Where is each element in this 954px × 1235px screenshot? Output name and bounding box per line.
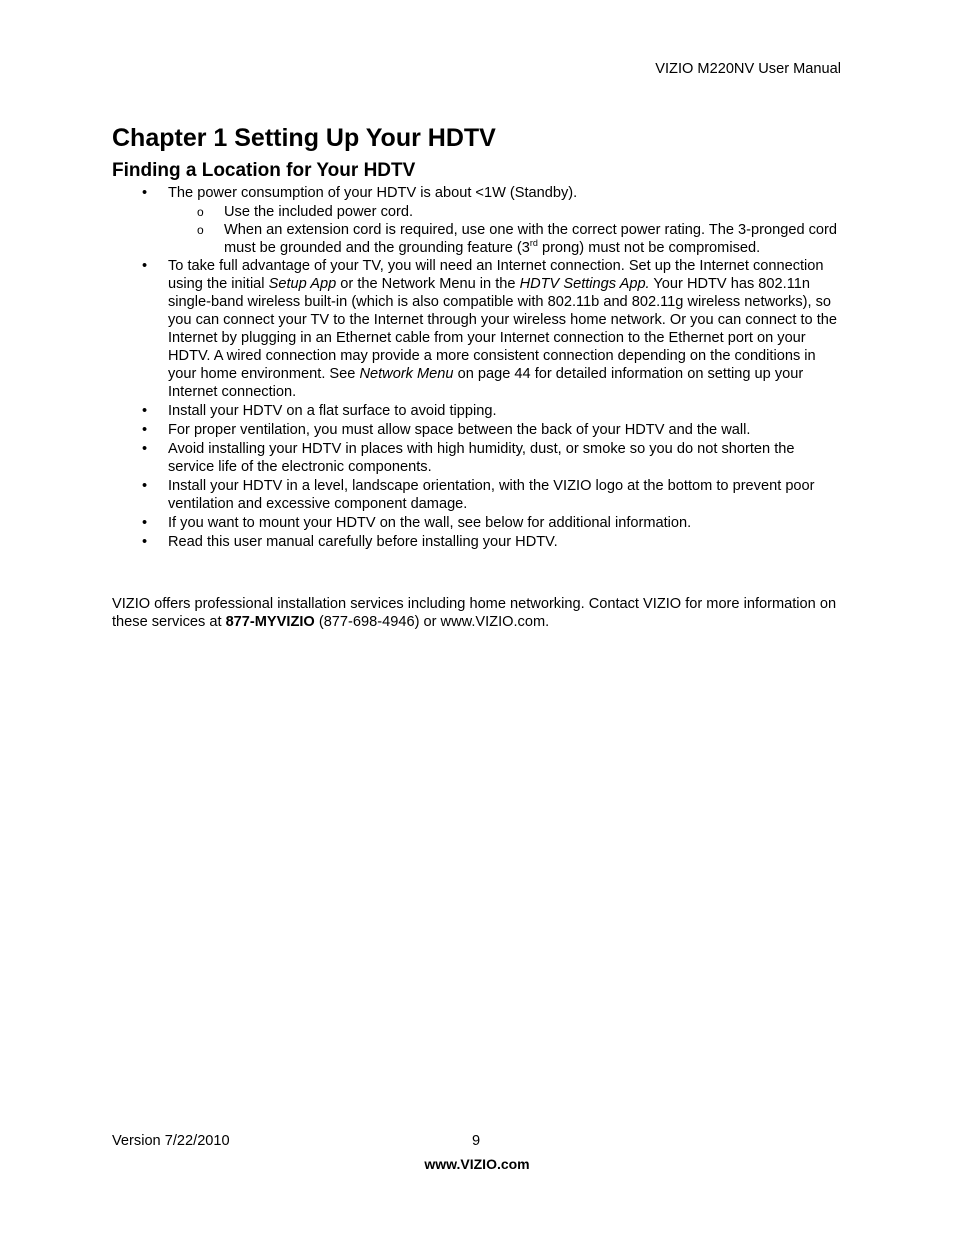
list-item [112, 184, 842, 202]
services-text-cont: (877-698-4946) or www.VIZIO.com. [314, 614, 550, 630]
section-title: Finding a Location for Your HDTV [112, 160, 416, 181]
list-item [112, 514, 842, 532]
sub-bullet-text: Use the included power cord. [224, 204, 414, 220]
manual-title-header: VIZIO M220NV User Manual [655, 61, 841, 77]
bullet-text: Read this user manual carefully before installing your HDTV. [168, 534, 558, 550]
bullet-mark: • [142, 403, 148, 419]
bullet-text: To take full advantage of your TV, you will need an Internet connection. Set up the Internet connection using the initial [168, 258, 824, 292]
services-paragraph [112, 595, 842, 631]
list-item [112, 440, 842, 476]
bullet-text: Install your HDTV in a level, landscape orientation, with the VIZIO logo at the bottom to prevent poor ventilation and excessive component damage. [168, 478, 815, 512]
bullet-mark: • [142, 515, 148, 531]
sub-bullet-text-cont: prong) must not be compromised. [537, 240, 761, 256]
hdtv-settings-ref: HDTV Settings App. [519, 276, 650, 292]
sub-bullet-mark: o [197, 205, 204, 219]
bullet-mark: • [142, 534, 148, 550]
bullet-text: Your HDTV has 802.11n single-band wireless built-in (which is also compatible with 802.11b and 802.11g wireless networks), so you can connect your TV to the Internet through your wireless home network. Or you can connect to the Internet by plugging in an Ethernet cable from your Internet connection to the Ethernet port on your HDTV. A wired connection may provide a more consistent connection depending on the conditions in your home environment. See [168, 276, 837, 382]
bullet-text: If you want to mount your HDTV on the wall, see below for additional information. [168, 515, 692, 531]
bullet-mark: • [142, 185, 148, 201]
bullet-mark: • [142, 441, 148, 457]
chapter-title: Chapter 1 Setting Up Your HDTV [112, 124, 496, 152]
phone-number: 877-MYVIZIO [225, 614, 315, 630]
bullet-mark: • [142, 258, 148, 274]
sub-bullet-mark: o [197, 223, 204, 237]
bullet-text: For proper ventilation, you must allow space between the back of your HDTV and the wall. [168, 422, 751, 438]
footer-url: www.VIZIO.com [424, 1156, 530, 1172]
superscript: rd [529, 238, 538, 248]
footer-page-number: 9 [472, 1133, 481, 1149]
list-item [112, 421, 842, 439]
list-item [112, 257, 842, 401]
bullet-text: Avoid installing your HDTV in places with high humidity, dust, or smoke so you do not shorten the service life of the electronic components. [168, 441, 795, 475]
footer-version: Version 7/22/2010 [112, 1133, 230, 1149]
bullet-mark: • [142, 478, 148, 494]
list-item [112, 477, 842, 513]
sub-list-item [112, 203, 842, 221]
sub-list-item [112, 221, 842, 257]
bullet-mark: • [142, 422, 148, 438]
bullet-text: on page 44 for detailed information on setting up your Internet connection. [168, 366, 804, 400]
network-menu-ref: Network Menu [359, 366, 454, 382]
bullet-text: The power consumption of your HDTV is about <1W (Standby). [168, 185, 578, 201]
bullet-text: or the Network Menu in the [336, 276, 520, 292]
setup-app-ref: Setup App [268, 276, 337, 292]
sub-bullet-text: When an extension cord is required, use one with the correct power rating. The 3-pronged cord must be grounded and the grounding feature (3 [224, 222, 838, 256]
bullet-list [112, 184, 842, 552]
list-item [112, 533, 842, 551]
services-text: VIZIO offers professional installation services including home networking. Contact VIZIO for more information on these services at [112, 596, 837, 630]
bullet-text: Install your HDTV on a flat surface to avoid tipping. [168, 403, 497, 419]
list-item [112, 402, 842, 420]
